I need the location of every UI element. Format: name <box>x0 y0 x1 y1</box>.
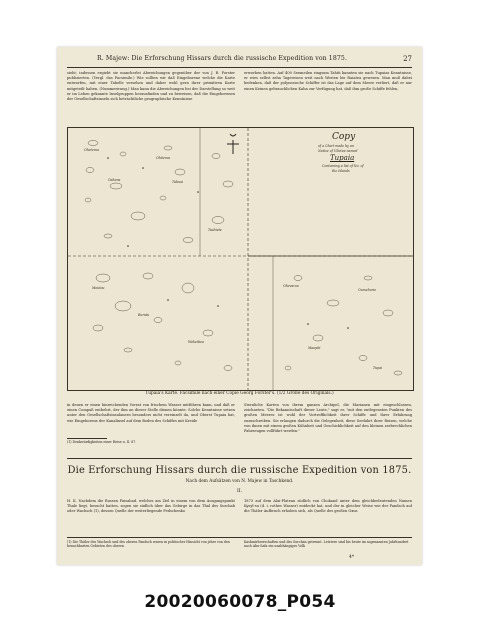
copy-sub: Containing a list of No. of <box>322 164 364 168</box>
bottom-text-left-column <box>67 499 235 535</box>
bottom-text-right: 1873 auf dem Alai-Plateau südlich von Chokand unter dem gleichbedeutenden Namen Kysyl-su (d. i. rothes Wasser) entdeckt hat, und der in gleicher Weise wie der Pandsch auf die Thäler Aufbruch erhoben sich, als Quelle des großen Oxus <box>244 499 412 514</box>
section-numeral: II. <box>236 489 243 494</box>
middle-text-right: Sternliche Karten von ihrem ganzen Archipel, die Marianen mit eingeschlossen, zeichneten. "Die Bekanntschaft dieser Leute," sagt er, "mit den entlegensten Punkten des großen Meeres ist wohl der Vortrefflichkeit ihrer Schiffe und ihrer Erfahrung zuzuschreiben. Sie erlangen dadurch die Gelegenheit, diese Seefahrt ihrer Reisen, welche von ihnen mit einem großen Kühnheit und Geschicklichkeit auf den kleinen zerbrechlichen Fahrzeugen vollführt werden." <box>244 403 412 434</box>
copy-sub: the Islands <box>332 169 350 173</box>
island-label: Taahiete <box>208 228 222 232</box>
island-label: Waheitiea <box>188 340 204 344</box>
bottom-text-right-column <box>244 499 412 535</box>
signature-mark: 4* <box>349 555 355 560</box>
island-label: Oumehurie <box>358 288 377 292</box>
copy-line: Native of Ulietea named <box>318 149 358 153</box>
top-text-right: erworben hatten. Auf 400 Seemeilen ringsum Tahiti kannten sie nach Tupaias Kenntnisse, er wies selbst zehn Tagereisen weit nach Westen bis Raiatea gewesen. Man muß dabei bedenken, daß der polynesische Schiffer ist das Lage auf dem Meere verliert, daß er nur einen Keinen gebrauchlichen Kahn zur Verfügung hat, daß ihm große Schiffe fehlen, <box>244 71 412 91</box>
bottom-footnote-left: (1) Die Thäler des Wachsch und des oberen Pandsch waren in politischer Hinsicht von jeher von den benachbarten Gebieten des oberen <box>67 540 230 549</box>
copy-title: Copy <box>332 132 356 142</box>
middle-text-left-column <box>67 403 235 435</box>
top-text-left-column <box>67 71 235 123</box>
middle-text-left: in denen er einen hinreichenden Vorrat von frischem Wasser mitführen kann, und daß er einen Compaß entbehrt, der ihm an dieser Stelle dienen könnte. Solche Kenntnisse setzen unter den Gesellschaftsinsulanern besonders nicht vereinzelt da, und Oberst Tupaia hat, wie Eingeborene der Kanalinsel auf dem Boden des Schiffes mit Kreide <box>67 403 235 423</box>
map-dots <box>107 157 349 329</box>
copy-line: of a Chart made by an <box>318 144 354 148</box>
running-header-title: R. Majew: Die Erforschung Hissars durch die russische Expedition von 1875. <box>97 55 348 62</box>
copy-note <box>318 132 410 192</box>
page-number: 27 <box>403 55 412 63</box>
island-label: Tupai <box>373 366 383 370</box>
top-text-left: sieht; indessen ergiebt sie mancherlei Abweichungen gegenüber der von J. R. Forster publizierten. (Vergl. das Facsimile.) Wie sollten wir daß Eingeborene welche die Karte entworfen, mit einer Tabelle versehen und daher wohl gern ihrer primitiven Karte mitgeteilt haben. (Nummerirung.) Man kann die Abweichungen bei der Darstellung so weit er im Leben gekannte Inselgruppen herausfinden und zu beweisen, daß die Eingeborenen der Gesellschaftsinseln sich beträchtliche geographische Kenntnisse <box>67 71 235 102</box>
island-label: Rurutu <box>138 313 150 317</box>
island-label: Maopiti <box>308 346 321 350</box>
map-caption: Tupaia's Karte. Facsimile nach einer Copie Georg Forster's. (1/2 Größe des Originals.) <box>145 391 334 396</box>
section-title: Die Erforschung Hissars durch die russische Expedition von 1875. <box>67 465 412 476</box>
island-label: Oahena <box>108 178 121 182</box>
header-rule <box>67 67 412 68</box>
middle-text-right-column <box>244 403 412 453</box>
footnote-rule <box>67 438 107 439</box>
bottom-footnote-right: Kashmirherrschaften und des Surchan getrennt. Letztere sind bis heute im sogenannten Jahrhundert nach Abu-Safa ein unabhängiges Volk <box>244 540 409 549</box>
map-compass-mark <box>227 134 239 154</box>
island-label: Oheteroa <box>84 148 100 152</box>
tupaia-map <box>67 127 414 391</box>
section-rule <box>67 458 412 459</box>
footnote-top: (1) Denkwürdigkeiten einer Reise u. II. 87. <box>67 440 137 444</box>
running-header <box>67 55 412 67</box>
archive-id-label: 20020060078_P054 <box>144 592 336 612</box>
island-label: Moutou <box>92 286 105 290</box>
scanned-page <box>57 47 422 565</box>
copy-name: Tupaia <box>330 154 355 162</box>
bottom-text-left: H. K. Nachdem die Russen Faisabad, welches am Ziel in einem von dem Ausgangspunkt Thale liegt, besucht hatten, zogen sie südlich über das Gebirge in das Thal des Surchab oder Wachsch (1), dessen Quelle der weiterliegende Fedschenko <box>67 499 235 514</box>
section-byline: Nach dem Aufsätzen von N. Majew in Taschkend. <box>185 479 294 484</box>
top-text-right-column <box>244 71 412 123</box>
island-label: Tubuai <box>172 180 184 184</box>
island-label: Ohiteroa <box>156 156 171 160</box>
island-label: Ohevaroa <box>283 284 299 288</box>
